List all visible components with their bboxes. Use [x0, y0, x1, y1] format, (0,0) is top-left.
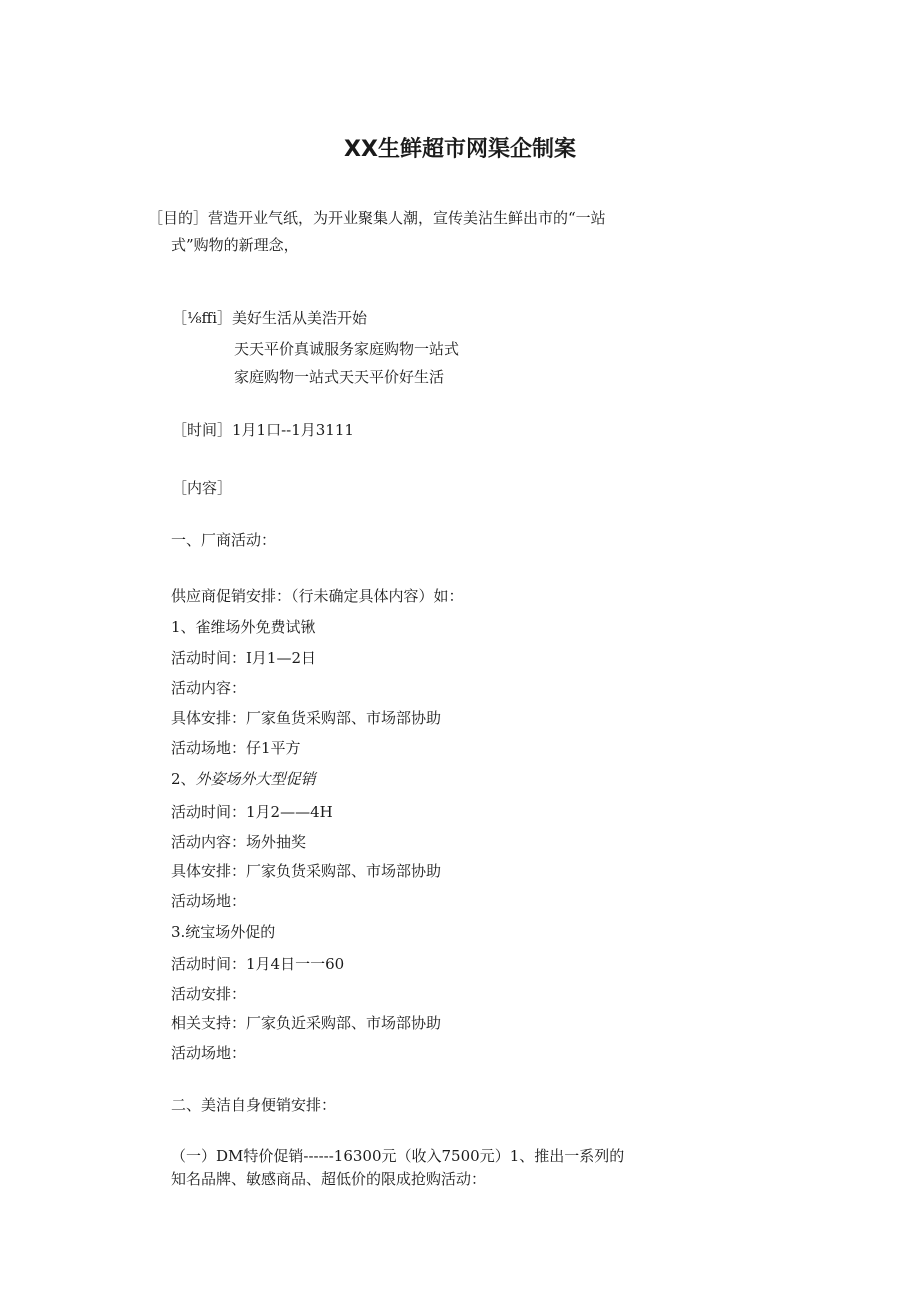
- item2-content: 活动内容：场外抽奖: [171, 833, 307, 851]
- item2-title-italic: 外姿场外大型促销: [195, 770, 316, 788]
- section1-heading: 一、厂商活动：: [171, 531, 277, 549]
- item2-venue: 活动场地：: [171, 892, 247, 910]
- dm-line-1: （一）DM特价促销------16300元（收入7500元）1、推出一系列的: [171, 1147, 625, 1165]
- item3-venue: 活动场地：: [171, 1044, 247, 1062]
- slogan-label: ［⅛ffi］美好生活从美浩开始: [172, 309, 367, 327]
- item1-content: 活动内容：: [171, 679, 247, 697]
- dm-line-2: 知名品牌、敏感商品、超低价的限成抢购活动：: [171, 1170, 487, 1188]
- content-heading: ［内容］: [172, 479, 233, 497]
- item3-time: 活动时间：1月4日一一60: [171, 955, 345, 973]
- item2-arrangement: 具体安排：厂家负货采购部、市场部协助: [171, 862, 442, 880]
- slogan-line-3: 家庭购物一站式天天平价好生活: [234, 368, 445, 386]
- item1-arrangement: 具体安排：厂家鱼货采购部、市场部协助: [171, 709, 442, 727]
- item3-support: 相关支持：厂家负近采购部、市场部协助: [171, 1014, 442, 1032]
- document-title: XX生鲜超市网渠企制案: [344, 137, 576, 162]
- item2-title: [171, 769, 316, 789]
- item3-title: 3.统宝场外促的: [171, 923, 276, 941]
- purpose-line-1: ［目的］营造开业气纸，为开业聚集人潮，宣传美沾生鲜出市的“一站: [148, 209, 606, 227]
- slogan-line-2: 天天平价真诚服务家庭购物一站式: [234, 340, 460, 358]
- purpose-line-2: 式”购物的新理念，: [171, 236, 299, 254]
- time-line: ［时间］1月1口--1月3111: [172, 421, 354, 439]
- item3-arrangement: 活动安排：: [171, 985, 247, 1003]
- item2-title-prefix: 2、: [171, 770, 196, 788]
- section2-heading: 二、美洁自身便销安排：: [171, 1096, 337, 1114]
- item1-time: 活动时间：I月1—2日: [171, 649, 317, 667]
- item1-title: 1、雀维场外免费试锹: [171, 618, 316, 636]
- item1-venue: 活动场地：仔1平方: [171, 739, 301, 757]
- section1-intro: 供应商促销安排：（行未确定具体内容）如：: [171, 587, 464, 605]
- item2-time: 活动时间：1月2——4H: [171, 803, 333, 821]
